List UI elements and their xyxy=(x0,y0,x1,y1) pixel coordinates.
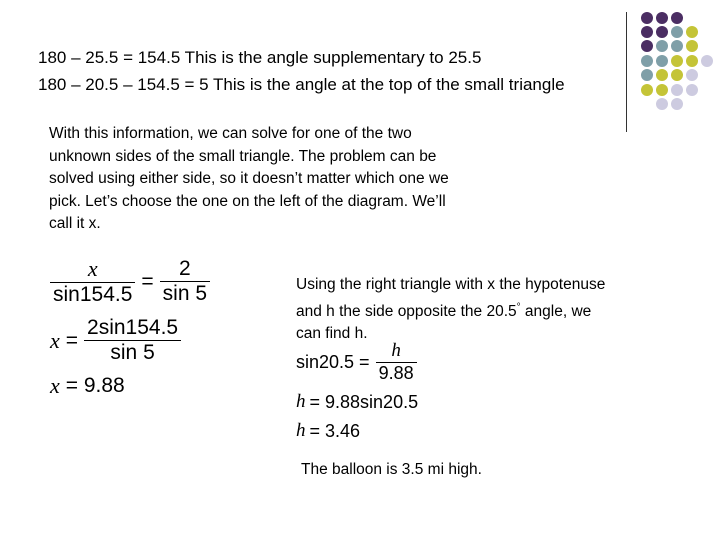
dot xyxy=(671,40,683,52)
dot xyxy=(656,98,668,110)
numerator: 2 xyxy=(179,257,191,280)
sine-expression: sin20.5 = xyxy=(296,351,370,372)
numerator: x xyxy=(87,256,98,281)
dot xyxy=(656,69,668,81)
text-line: Using the right triangle with x the hypotenuse xyxy=(296,276,606,293)
dot xyxy=(656,26,668,38)
text-line xyxy=(296,297,676,324)
dot xyxy=(671,26,683,38)
x-result xyxy=(50,373,125,399)
equation-supplementary: 180 – 25.5 = 154.5 This is the angle supplementary to 25.5 xyxy=(38,48,482,67)
dot xyxy=(656,12,668,24)
dot xyxy=(671,84,683,96)
dot xyxy=(701,55,713,67)
explanation-paragraph: With this information, we can solve for one of the two unknown sides of the small triangle. The problem can be solved using either side, so it doesn’t matter which one we pick. Let’s choose the one on the left of the diagram. We’ll call it x. xyxy=(49,125,449,232)
h-result xyxy=(296,420,360,442)
dot xyxy=(686,55,698,67)
variable-x: x xyxy=(50,327,60,353)
dot xyxy=(686,26,698,38)
dot xyxy=(656,84,668,96)
fraction xyxy=(376,340,417,384)
fraction-right xyxy=(160,257,210,306)
denominator: 9.88 xyxy=(376,362,417,384)
equals-sign: = xyxy=(141,269,154,293)
dot xyxy=(686,40,698,52)
equation-top-angle: 180 – 20.5 – 154.5 = 5 This is the angle at the top of the small triangle xyxy=(38,75,565,94)
text-fragment: and h the side opposite the 20.5 xyxy=(296,302,517,320)
divider-line xyxy=(626,12,627,132)
dot xyxy=(641,55,653,67)
fraction-left xyxy=(50,256,135,307)
dot xyxy=(671,55,683,67)
dot xyxy=(656,40,668,52)
variable-x: x xyxy=(50,373,60,398)
dot xyxy=(641,12,653,24)
variable-h: h xyxy=(296,420,306,441)
dot xyxy=(686,84,698,96)
dot xyxy=(671,12,683,24)
right-triangle-explanation xyxy=(296,274,676,346)
solve-x-equation xyxy=(50,316,181,365)
x-value: = 9.88 xyxy=(65,374,125,397)
dot xyxy=(641,40,653,52)
dot xyxy=(671,69,683,81)
numerator: h xyxy=(391,340,401,361)
sine-equation xyxy=(296,340,417,384)
text-fragment: angle, we xyxy=(520,302,592,320)
text-line: can find h. xyxy=(296,325,368,343)
dot xyxy=(671,98,683,110)
denominator: sin154.5 xyxy=(50,282,135,307)
numerator: 2sin154.5 xyxy=(87,316,179,339)
equals-sign: = xyxy=(65,328,79,352)
degree-symbol: ° xyxy=(516,301,521,313)
h-value: = 3.46 xyxy=(309,420,361,441)
solve-h-equation xyxy=(296,391,418,413)
dot xyxy=(641,26,653,38)
dot xyxy=(656,55,668,67)
denominator: sin 5 xyxy=(84,340,181,365)
dot xyxy=(641,69,653,81)
dot xyxy=(686,69,698,81)
law-of-sines-equation xyxy=(50,256,210,307)
denominator: sin 5 xyxy=(160,281,210,306)
fraction xyxy=(84,316,181,365)
expression: = 9.88sin20.5 xyxy=(309,391,419,412)
variable-h: h xyxy=(296,391,306,412)
conclusion-text: The balloon is 3.5 mi high. xyxy=(301,461,482,478)
dot xyxy=(641,84,653,96)
